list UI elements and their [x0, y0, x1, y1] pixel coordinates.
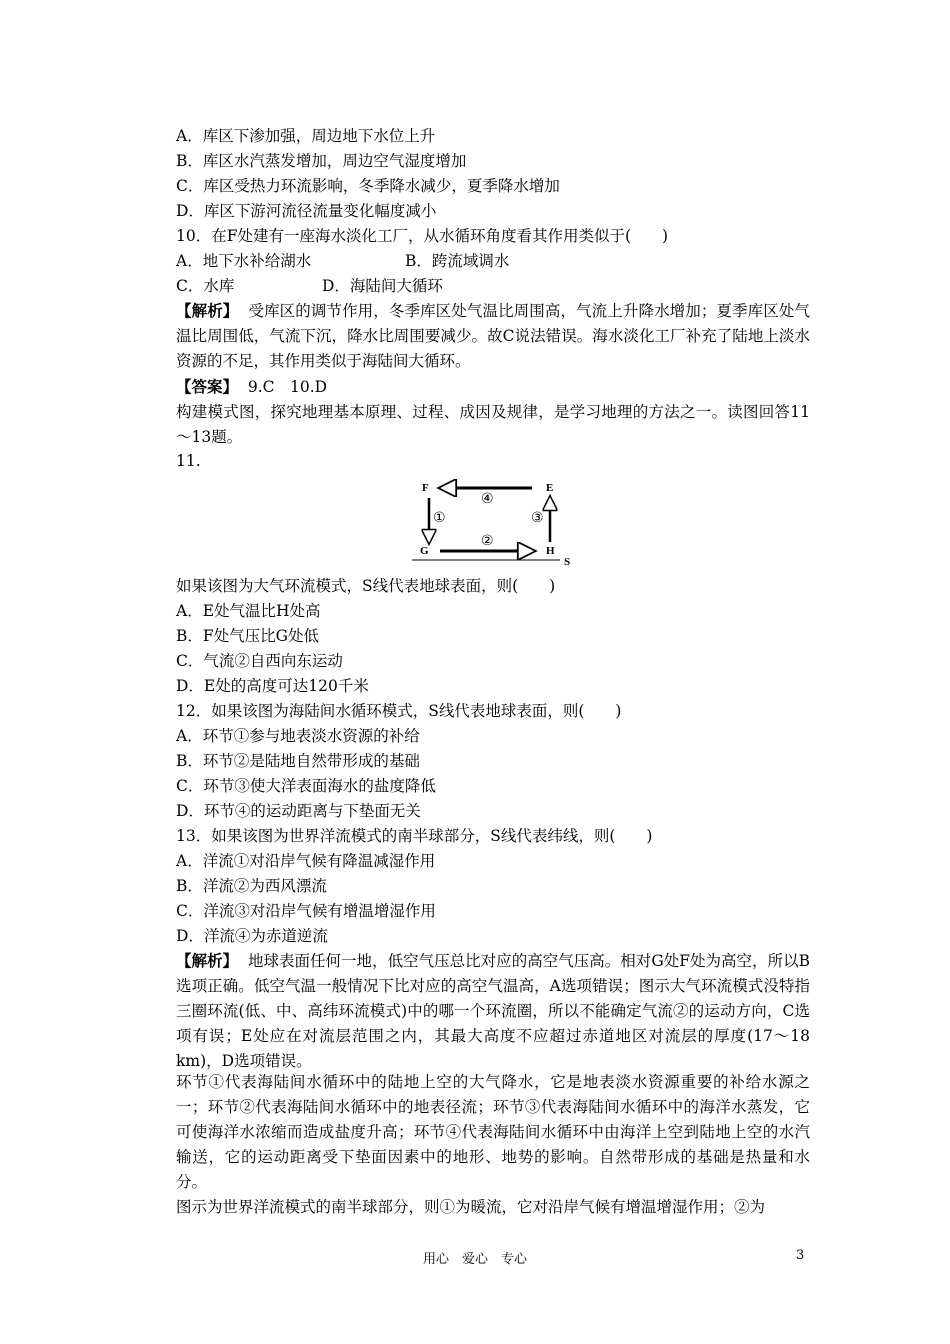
ocean-paragraph: 图示为世界洋流模式的南半球部分，则①为暖流，它对沿岸气候有增温增湿作用；②为: [176, 1198, 766, 1216]
analysis-2: [176, 948, 810, 1074]
q11-option-d: D．E处的高度可达120千米: [176, 677, 369, 695]
q13-option-a: A．洋流①对沿岸气候有降温减湿作用: [176, 852, 436, 870]
q12-option-c: C．环节③使大洋表面海水的盐度降低: [176, 777, 436, 795]
label-f: F: [422, 482, 429, 494]
q11-number: 11.: [176, 452, 201, 470]
q10-option-d: D．海陆间大循环: [322, 277, 443, 295]
answer-1-text: 9.C 10.D: [247, 378, 328, 396]
q12-stem: 12．如果该图为海陆间水循环模式，S线代表地球表面，则( ): [176, 702, 622, 720]
q13-stem: 13．如果该图为世界洋流模式的南半球部分，S线代表纬线，则( ): [176, 827, 653, 845]
analysis-2-tag: 【解析】: [176, 951, 239, 970]
q11-stem: 如果该图为大气环流模式，S线代表地球表面，则( ): [176, 577, 556, 595]
flow-label-2: ②: [481, 533, 494, 549]
q12-option-b: B．环节②是陆地自然带形成的基础: [176, 752, 420, 770]
q11-option-b: B．F处气压比G处低: [176, 627, 320, 645]
q13-option-d: D．洋流④为赤道逆流: [176, 927, 328, 945]
page-number: 3: [796, 1248, 805, 1263]
q10-option-b: B．跨流域调水: [405, 252, 510, 270]
answer-1: [176, 376, 327, 398]
q9-option-b: B．库区水汽蒸发增加，周边空气湿度增加: [176, 152, 467, 170]
q13-option-c: C．洋流③对沿岸气候有增温增湿作用: [176, 902, 436, 920]
analysis-1-text: 受库区的调节作用，冬季库区处气温比周围高，气流上升降水增加；夏季库区处气温比周围低，气流下沉，降水比周围要减少。故C说法错误。海水淡化工厂补充了陆地上淡水资源的不足，其作用类似于海陆间大循环。: [176, 302, 810, 370]
q13-option-b: B．洋流②为西风漂流: [176, 877, 327, 895]
label-g: G: [420, 545, 429, 557]
q10-option-a: A．地下水补给湖水: [176, 252, 312, 270]
label-e: E: [546, 482, 554, 494]
analysis-1: [176, 298, 810, 374]
cycle-diagram: [412, 478, 582, 568]
analysis-1-tag: 【解析】: [176, 301, 239, 320]
footer: 用心 爱心 专心: [422, 1252, 527, 1267]
flow-label-4: ④: [481, 491, 494, 507]
q9-option-c: C．库区受热力环流影响，冬季降水减少，夏季降水增加: [176, 177, 560, 195]
q12-option-a: A．环节①参与地表淡水资源的补给: [176, 727, 420, 745]
flow-label-3: ③: [531, 510, 544, 526]
intro-paragraph: 构建模式图，探究地理基本原理、过程、成因及规律，是学习地理的方法之一。读图回答11～13题。: [176, 403, 810, 446]
water-cycle-paragraph: 环节①代表海陆间水循环中的陆地上空的大气降水，它是地表淡水资源重要的补给水源之一；环节②代表海陆间水循环中的地表径流；环节③代表海陆间水循环中的海洋水蒸发，它可使海洋水浓缩而造成盐度升高；环节④代表海陆间水循环中由海洋上空到陆地上空的水汽输送，它的运动距离受下垫面因素中的地形、地势的影响。自然带形成的基础是热量和水分。: [176, 1073, 810, 1191]
label-s: S: [564, 556, 571, 568]
q12-option-d: D．环节④的运动距离与下垫面无关: [176, 802, 421, 820]
flow-label-1: ①: [433, 510, 446, 526]
q10-stem: 10．在F处建有一座海水淡化工厂，从水循环角度看其作用类似于( ): [176, 227, 669, 245]
q11-option-c: C．气流②自西向东运动: [176, 652, 343, 670]
q9-option-a: A．库区下渗加强，周边地下水位上升: [176, 127, 436, 145]
analysis-2-text: 地球表面任何一地，低空气压总比对应的高空气压高。相对G处F处为高空，所以B选项正确。低空气温一般情况下比对应的高空气温高，A选项错误；图示大气环流模式没特指三圈环流(低、中、高纬环流模式)中的哪一个环流圈，所以不能确定气流②的运动方向，C选项有误；E处应在对流层范围之内，其最大高度不应超过赤道地区对流层的厚度(17～18 km)，D选项错误。: [176, 952, 810, 1070]
label-h: H: [546, 545, 555, 557]
answer-1-tag: 【答案】: [176, 377, 239, 396]
q10-option-c: C．水库: [176, 277, 235, 295]
q9-option-d: D．库区下游河流径流量变化幅度减小: [176, 202, 437, 220]
q11-option-a: A．E处气温比H处高: [176, 602, 321, 620]
